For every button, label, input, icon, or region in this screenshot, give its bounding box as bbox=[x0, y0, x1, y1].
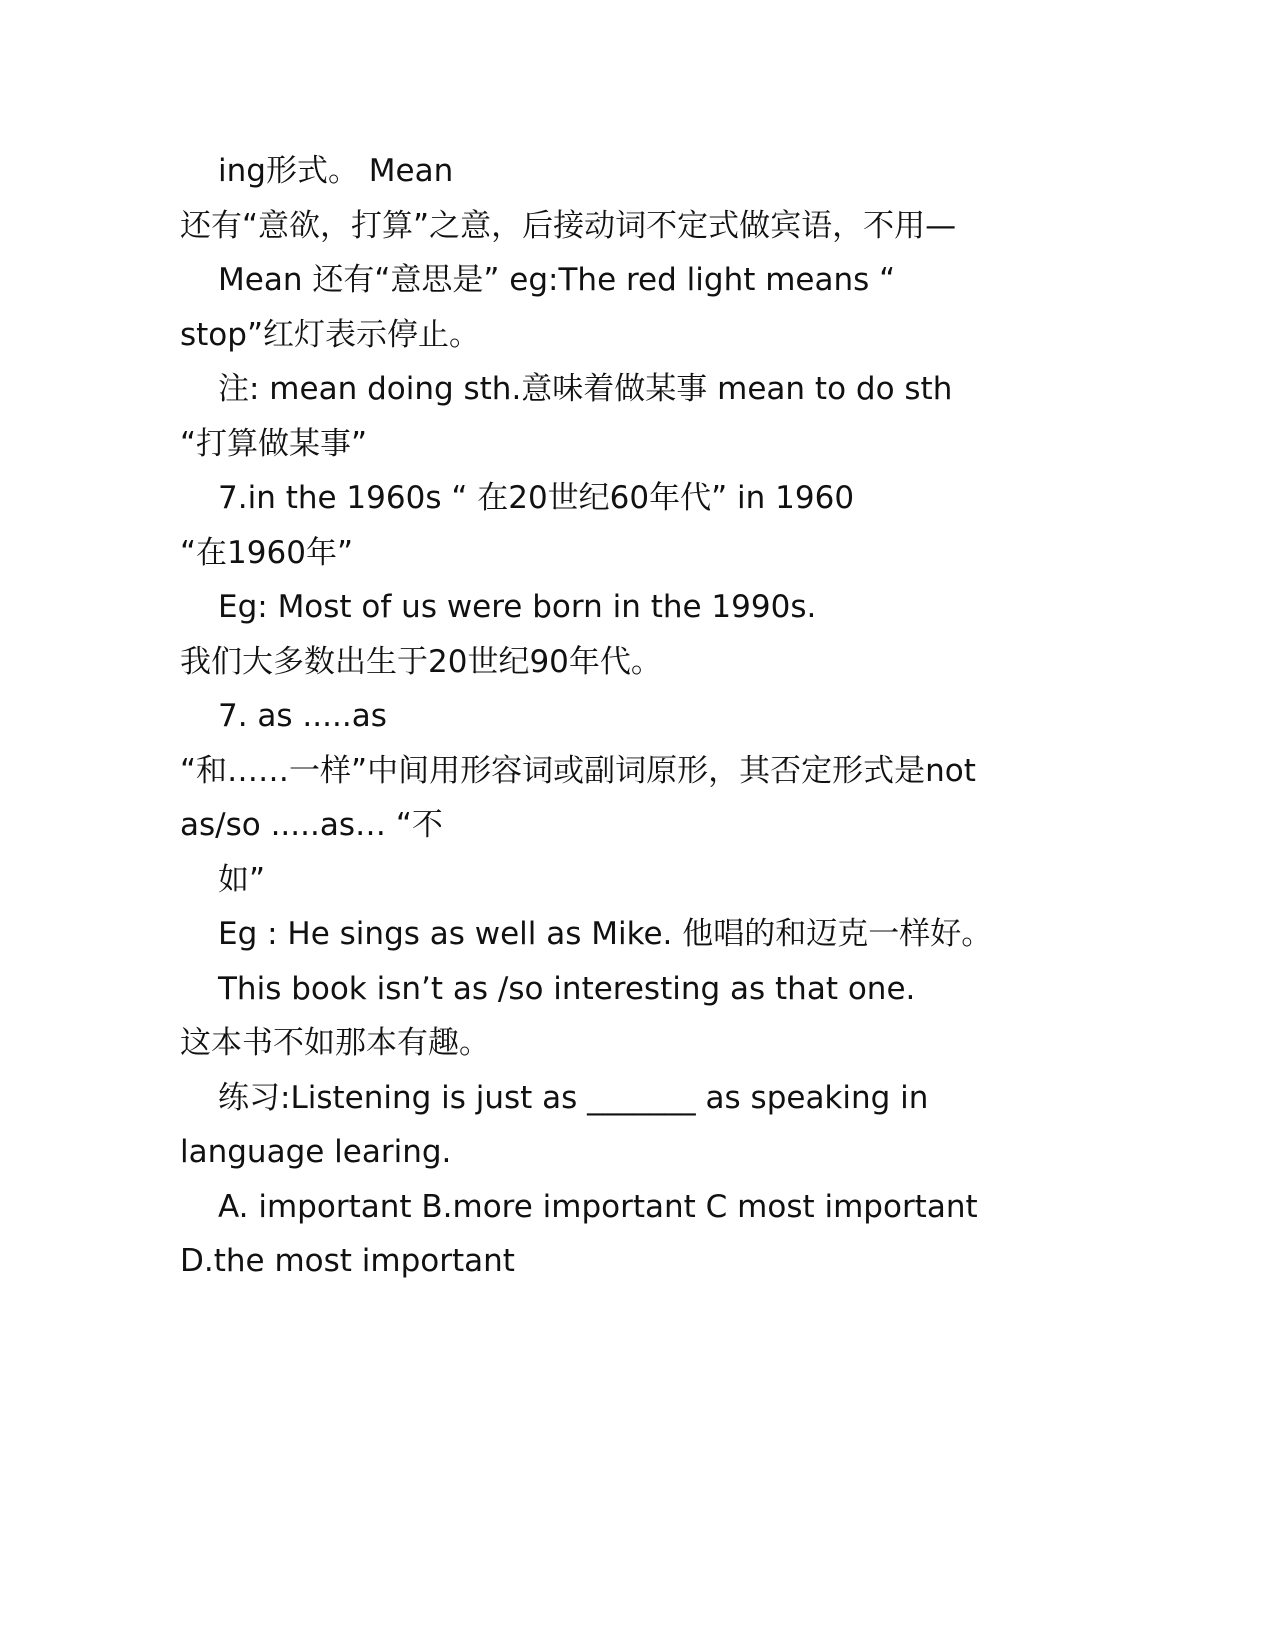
text-line: 这本书不如那本有趣。 bbox=[180, 1025, 490, 1061]
document-body bbox=[180, 144, 1040, 1289]
text-line: A. important B.more important C most important bbox=[218, 1188, 978, 1225]
text-line: stop”红灯表示停止。 bbox=[180, 316, 481, 353]
text-line: 练习:Listening is just as _______ as speaking in bbox=[218, 1079, 929, 1116]
text-line: “打算做某事” bbox=[180, 425, 368, 462]
text-line: “和……一样”中间用形容词或副词原形，其否定形式是not bbox=[180, 752, 976, 789]
text-line: language learing. bbox=[180, 1134, 452, 1170]
text-line: 7.in the 1960s “ 在20世纪60年代” in 1960 bbox=[218, 480, 855, 516]
text-line: 注: mean doing sth.意味着做某事 mean to do sth bbox=[218, 371, 953, 407]
text-line: as/so .....as… “不 bbox=[180, 807, 443, 843]
text-line: 如” bbox=[218, 861, 266, 898]
text-line: Mean 还有“意思是” eg:The red light means “ bbox=[218, 262, 896, 298]
text-line: “在1960年” bbox=[180, 534, 354, 571]
text-line: 我们大多数出生于20世纪90年代。 bbox=[180, 643, 662, 680]
text-line: ing形式。 Mean bbox=[218, 153, 454, 189]
text-line: Eg : He sings as well as Mike. 他唱的和迈克一样好。 bbox=[218, 916, 993, 952]
text-line: 7. as .....as bbox=[218, 698, 387, 734]
text-line: Eg: Most of us were born in the 1990s. bbox=[218, 589, 817, 625]
text-line: D.the most important bbox=[180, 1243, 515, 1279]
text-line: 还有“意欲，打算”之意，后接动词不定式做宾语，不用— bbox=[180, 207, 957, 244]
text-line: This book isn’t as /so interesting as that one. bbox=[218, 970, 916, 1007]
